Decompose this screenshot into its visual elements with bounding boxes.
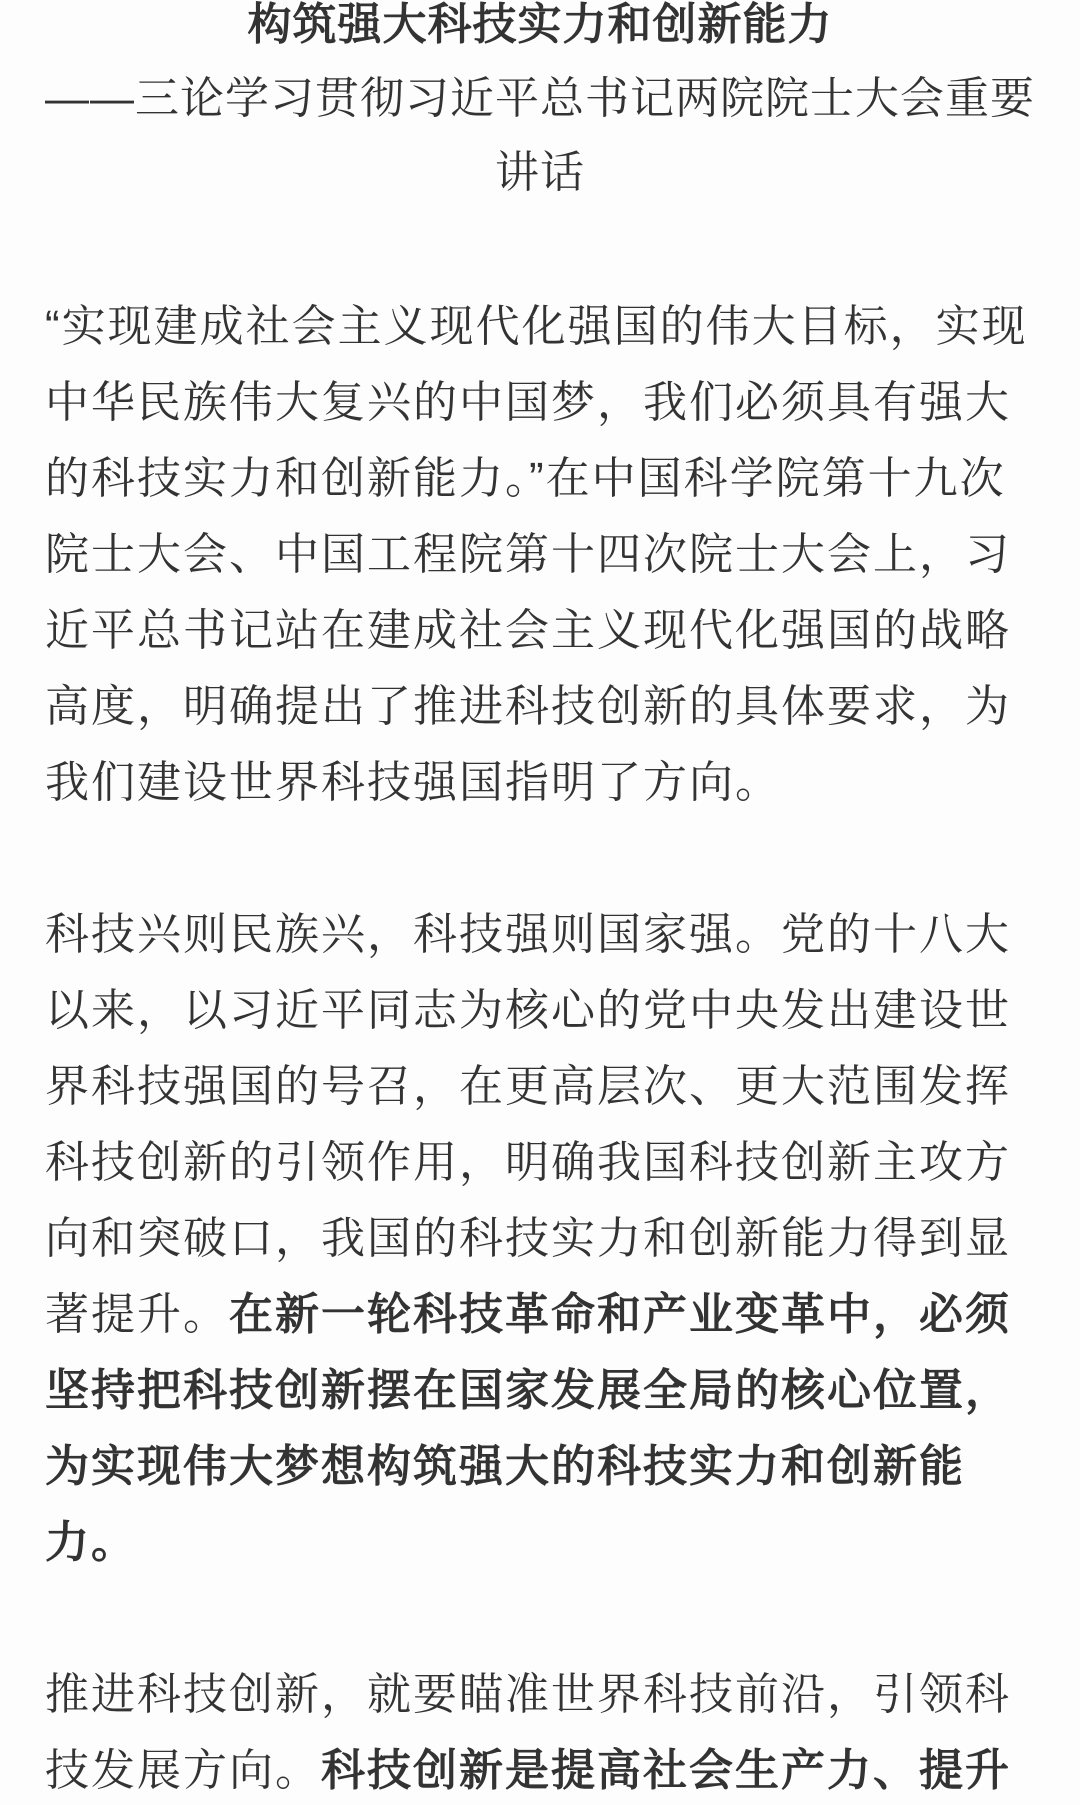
bold-text-segment: 在新一轮科技革命和产业变革中，必须坚持把科技创新摆在国家发展全局的核心位置，为实现伟大梦想构筑强大的科技实力和创新能力。 bbox=[45, 1290, 1011, 1567]
article-paragraph-1 bbox=[45, 289, 1035, 821]
article-title: 构筑强大科技实力和创新能力 bbox=[247, 0, 833, 49]
article-subtitle: ——三论学习贯彻习近平总书记两院院士大会重要讲话 bbox=[45, 74, 1035, 197]
text-segment: “实现建成社会主义现代化强国的伟大目标，实现中华民族伟大复兴的中国梦，我们必须具有强大的科技实力和创新能力。”在中国科学院第十九次院士大会、中国工程院第十四次院士大会上，习近平总书记站在建成社会主义现代化强国的战略高度，明确提出了推进科技创新的具体要求，为我们建设世界科技强国指明了方向。 bbox=[45, 302, 1028, 807]
bold-text-segment: 科技创新是提高社会生产力、提升 bbox=[321, 1746, 1011, 1795]
text-segment: 科技兴则民族兴，科技强则国家强。党的十八大以来，以习近平同志为核心的党中央发出建设世界科技强国的号召，在更高层次、更大范围发挥科技创新的引领作用，明确我国科技创新主攻方向和突破口，我国的科技实力和创新能力得到显著提升。 bbox=[45, 910, 1011, 1339]
article-body bbox=[45, 289, 1035, 1805]
text-segment: 推进科技创新，就要瞄准世界科技前沿，引领科技发展方向。 bbox=[45, 1670, 1011, 1795]
article-header bbox=[0, 0, 1080, 210]
article-paragraph-3 bbox=[45, 1657, 1035, 1805]
article-paragraph-2 bbox=[45, 897, 1035, 1581]
